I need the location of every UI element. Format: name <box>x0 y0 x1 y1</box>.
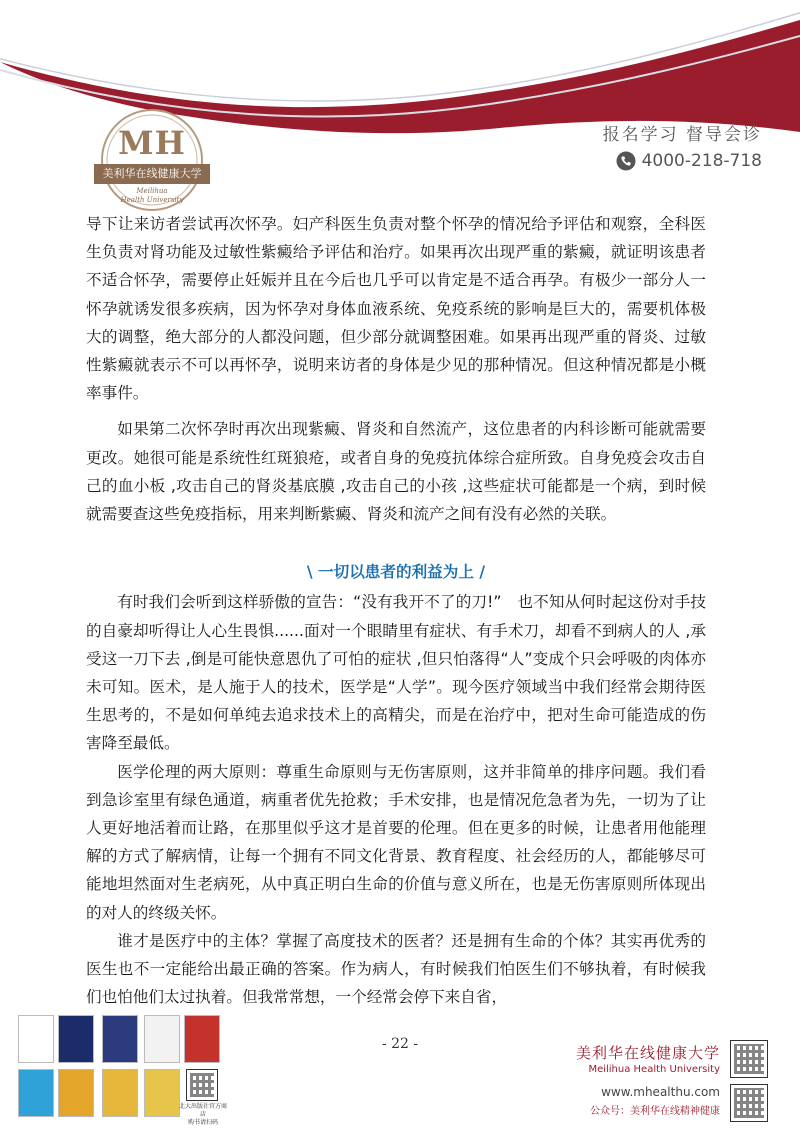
university-name: 美利华在线健康大学 <box>575 1044 720 1062</box>
wechat-account: 公众号：美利华在线精神健康 <box>590 1106 720 1117</box>
website-link[interactable]: www.mhealthu.com <box>601 1085 720 1099</box>
contact-block <box>603 120 762 171</box>
book-cover <box>144 1069 180 1117</box>
qr-caption <box>178 1103 228 1127</box>
paragraph: 医学伦理的两大原则：尊重生命原则与无伤害原则，这并非简单的排序问题。我们看到急诊室里有绿色通道，病重者优先抢救；手术安排，也是情况危急者为先，一切为了让人更好地活着而让路，在那里似乎这才是首要的伦理。但在更多的时候，让患者用他能理解的方式了解病情，让每一个拥有不同文化背景、教育程度、社会经历的人，都能够尽可能地坦然面对生老病死，从中真正明白生命的价值与意义所在，也是无伤害原则所体现出的对人的终级关怀。 <box>86 762 706 922</box>
section-title: \ 一切以患者的利益为上 / <box>306 563 486 582</box>
paragraph: 谁才是医疗中的主体？掌握了高度技术的医者？还是拥有生命的个体？其实再优秀的医生也不一定能给出最正确的答案。作为病人，有时候我们怕医生们不够执着，有时候我们也怕他们太过执着。但我常常想，一个经常会停下来自省， <box>86 931 706 1007</box>
paragraph: 如果第二次怀孕时再次出现紫癜、肾炎和自然流产，这位患者的内科诊断可能就需要更改。她很可能是系统性红斑狼疮，或者自身的免疫抗体综合症所致。自身免疫会攻击自己的血小板 ,攻击自己的肾炎基底膜 ,攻击自己的小孩 ,这些症状可能都是一个病，到时候就需要查这些免疫指标，用来判断紫癜、肾炎和流产之间有没有必然的关联。 <box>86 420 706 524</box>
qr-caption-line-2: 购书请扫码 <box>187 1119 218 1126</box>
book-cover <box>102 1015 138 1063</box>
book-cover <box>18 1069 54 1117</box>
article-body <box>86 210 706 1011</box>
university-info <box>560 1042 720 1117</box>
book-cover <box>184 1015 220 1063</box>
website-qr-code[interactable] <box>730 1084 768 1122</box>
book-covers <box>18 1015 258 1125</box>
university-english-name: Meilihua Health University <box>588 1064 720 1075</box>
page-number: - 22 - <box>381 1036 419 1052</box>
logo-mark: MH <box>118 124 186 162</box>
logo-sub-line-1: Meilihua <box>136 187 168 195</box>
paragraph: 导下让来访者尝试再次怀孕。妇产科医生负责对整个怀孕的情况给予评估和观察，全科医生负责对肾功能及过敏性紫癜给予评估和治疗。如果再次出现严重的紫癜，就证明该患者不适合怀孕，需要停止妊娠并且在今后也几乎可以肯定是不适合再孕。有极少一部分人一怀孕就诱发很多疾病，因为怀孕对身体血液系统、免疫系统的影响是巨大的，需要机体极大的调整，绝大部分的人都没问题，但少部分就调整困难。如果再出现严重的肾炎、过敏性紫癜就表示不可以再怀孕，说明来访者的身体是少见的那种情况。但这种情况都是小概率事件。 <box>86 215 706 403</box>
book-cover <box>102 1069 138 1117</box>
phone-line <box>603 151 762 171</box>
book-cover <box>58 1015 94 1063</box>
phone-number: 4000-218-718 <box>641 151 762 171</box>
qr-caption-line-1: 北大出版社官方商店 <box>178 1103 227 1118</box>
book-cover <box>58 1069 94 1117</box>
paragraph-group-b <box>86 588 706 1011</box>
wechat-qr-code[interactable] <box>730 1040 768 1078</box>
paragraph-group-a <box>86 210 706 528</box>
book-qr-code[interactable] <box>186 1069 218 1101</box>
book-cover <box>144 1015 180 1063</box>
paragraph: 有时我们会听到这样骄傲的宣告：“没有我开不了的刀!” 也不知从何时起这份对手技的自豪却听得让人心生畏惧......面对一个眼睛里有症状、有手术刀，却看不到病人的人 ,承受这一刀下去 ,倒是可能快意恩仇了可怕的症状 ,但只怕落得“人”变成个只会呼吸的肉体亦未可知。医术，是人施于人的技术，医学是“人学”。现今医疗领域当中我们经常会期待医生思考的，不是如何单纯去追求技术上的高精尖，而是在治疗中，把对生命可能造成的伤害降至最低。 <box>86 593 706 753</box>
header-slogan: 报名学习 督导会诊 <box>602 125 762 145</box>
logo-sub-line-2: Health University <box>120 196 184 204</box>
phone-icon <box>616 151 636 171</box>
mh-logo <box>98 106 206 214</box>
book-cover <box>18 1015 54 1063</box>
logo-ribbon: 美利华在线健康大学 <box>94 164 210 184</box>
